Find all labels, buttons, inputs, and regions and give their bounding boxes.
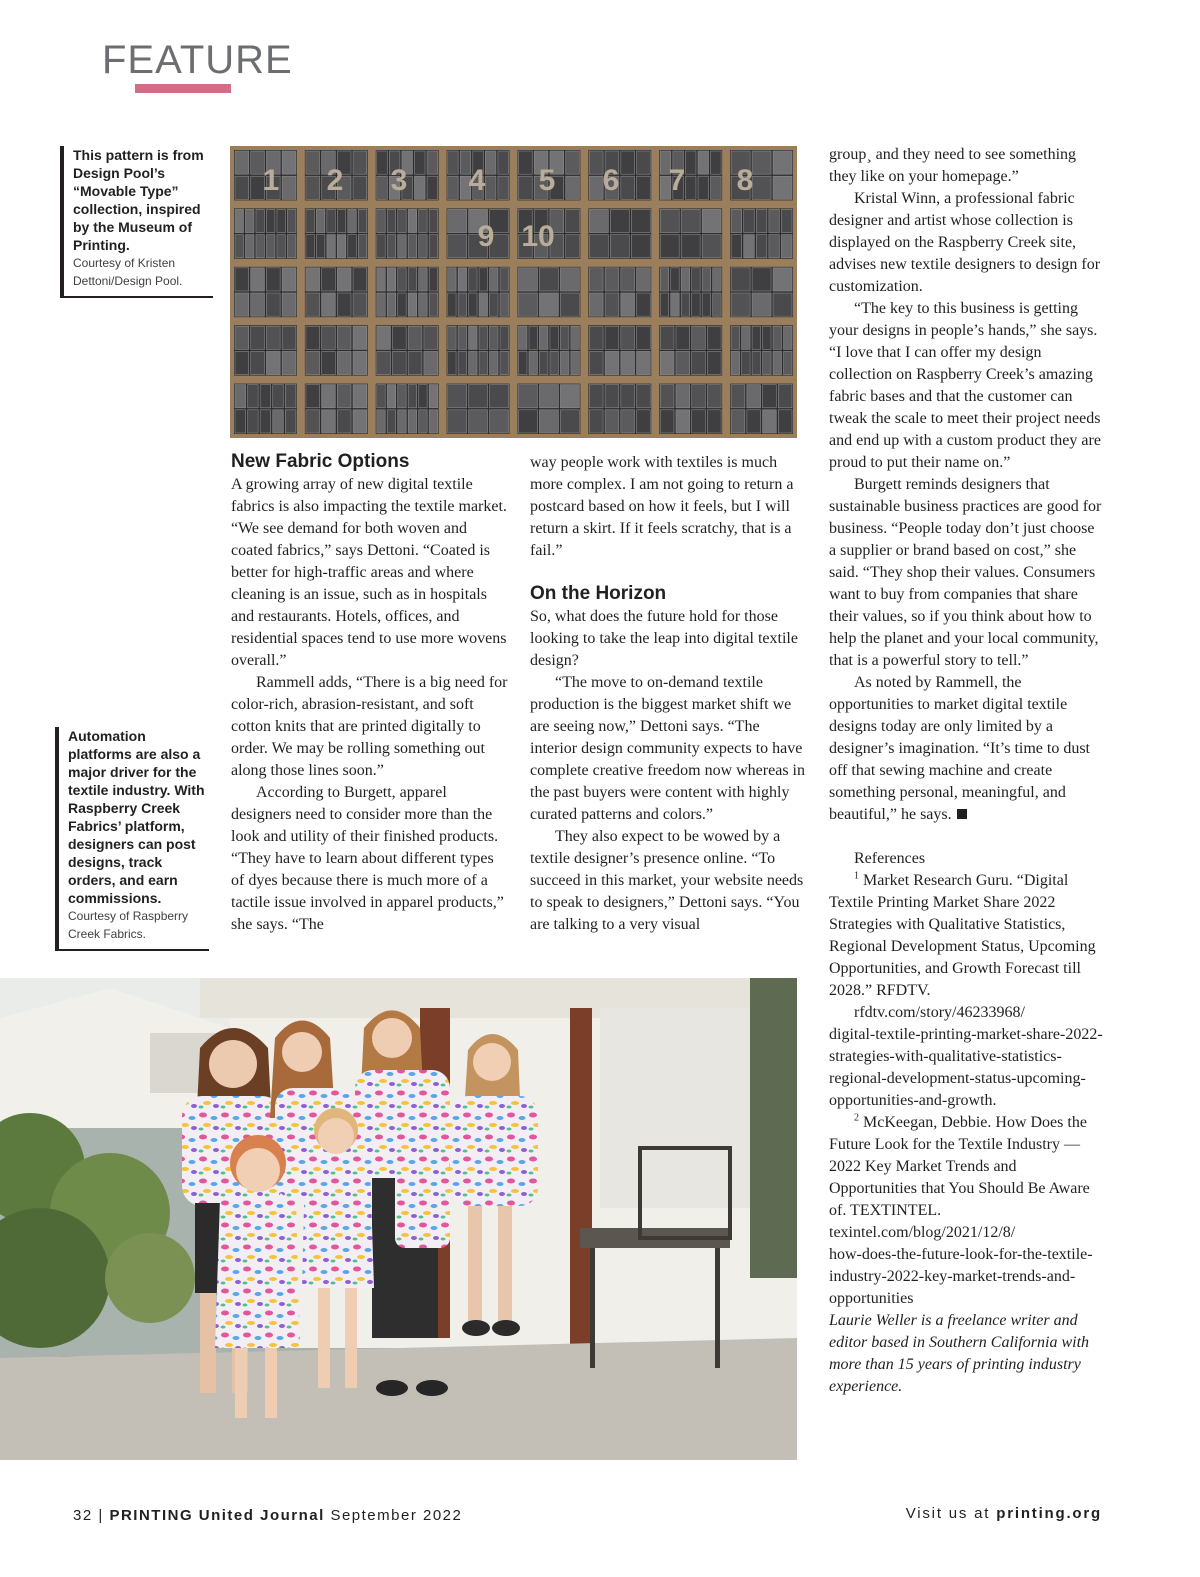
reference-item <box>829 1112 1104 1222</box>
footer-separator: | <box>98 1507 104 1524</box>
reference-url: rfdtv.com/story/46233968/ <box>854 1004 1025 1021</box>
heading-new-fabric-options: New Fabric Options <box>231 451 410 472</box>
girls-outfits-photo <box>0 978 797 1460</box>
article-column-1 <box>231 450 511 936</box>
case-number: 7 <box>668 164 686 197</box>
case-number: 2 <box>326 164 344 197</box>
reference-url: texintel.com/blog/2021/12/8/ <box>829 1224 1016 1241</box>
case-number: 8 <box>736 164 754 197</box>
case-number: 3 <box>390 164 408 197</box>
reference-url-rest: digital-textile-printing-market-share-2022-strategies-with-qualitative-statistics-regional-development-status-upcoming-opportunities-and-growth. <box>829 1026 1103 1109</box>
paragraph: way people work with textiles is much more complex. I am not going to return a postcard based on how it feels, but I will return a skirt. If it feels scratchy, that is a fail.” <box>530 454 794 559</box>
heading-on-the-horizon: On the Horizon <box>530 583 667 604</box>
paragraph: A growing array of new digital textile fabrics is also impacting the textile market. “We see demand for both woven and coated fabrics,” says Dettoni. “Coated is better for high-traffic areas and where cleaning is an issue, such as in hospitals and restaurants. Hotels, offices, and residential spaces tend to use more wovens overall.” <box>231 476 507 669</box>
reference-number: 2 <box>854 1112 859 1124</box>
photo-caption-type-case <box>60 146 213 298</box>
caption-text: Automation platforms are also a major driver for the textile industry. With Raspberry Creek Fabrics’ platform, designers can post designs, track orders, and earn commissions. <box>68 728 205 906</box>
paragraph: According to Burgett, apparel designers need to consider more than the look and utility of their finished products. “They have to learn about different types of dyes because there is much more of a tactile issue involved in apparel products,” she says. “The <box>231 784 504 933</box>
paragraph-final <box>829 672 1104 826</box>
paragraph: group¸ and they need to see something they like on your homepage.” <box>829 146 1077 185</box>
paragraph: “The move to on-demand textile production is the biggest market shift we are seeing now,” Dettoni says. “The interior design community expects to have complete creative freedom now whereas in the past buyers were content with highly curated patterns and colors.” <box>530 674 805 823</box>
paragraph: “The key to this business is getting your designs in people’s hands,” she says. “I love that I can offer my design collection on Raspberry Creek’s amazing fabric bases and that the customer can tweak the scale to meet their project needs and end up with a custom product they are proud to put their name on.” <box>829 300 1101 471</box>
footer-publication <box>73 1507 462 1524</box>
paragraph: They also expect to be wowed by a textile designer’s presence online. “To succeed in this market, your website needs to speak to designers,” Dettoni says. “You are talking to a very visual <box>530 828 804 933</box>
case-number: 6 <box>602 164 620 197</box>
article-column-3 <box>829 144 1104 1398</box>
caption-credit: Courtesy of Raspberry Creek Fabrics. <box>68 909 189 941</box>
reference-number: 1 <box>854 870 859 882</box>
page-number: 32 <box>73 1507 93 1524</box>
reference-item <box>829 870 1104 1002</box>
reference-url-rest: how-does-the-future-look-for-the-textile-industry-2022-key-market-trends-and-opportunities <box>829 1246 1093 1307</box>
caption-credit: Courtesy of Kristen Dettoni/Design Pool. <box>73 256 183 288</box>
caption-text: This pattern is from Design Pool’s “Movable Type” collection, inspired by the Museum of Printing. <box>73 147 204 253</box>
author-bio: Laurie Weller is a freelance writer and editor based in Southern California with more than 15 years of printing industry experience. <box>829 1312 1090 1395</box>
section-accent-bar <box>135 84 231 93</box>
references-title: References <box>854 850 926 867</box>
section-label: FEATURE <box>102 38 293 82</box>
reference-text: Market Research Guru. “Digital Textile Printing Market Share 2022 Strategies with Qualitative Statistics, Regional Development Status, Upcoming Opportunities, and Growth Forecast till 2028.” RFDTV. <box>829 872 1096 999</box>
photo-caption-automation <box>55 727 209 951</box>
case-number: 5 <box>538 164 556 197</box>
paragraph: Kristal Winn, a professional fabric designer and artist whose collection is displayed on the Raspberry Creek site, advises new textile designers to design for customization. <box>829 190 1101 295</box>
issue-date: September 2022 <box>330 1507 463 1524</box>
paragraph-text: As noted by Rammell, the opportunities to market digital textile designs today are only limited by a designer’s imagination. “It’s time to dust off that sewing machine and create something personal, meaningful, and beautiful,” he says. <box>829 674 1090 823</box>
case-number: 9 <box>477 220 495 253</box>
type-case-photo <box>230 146 797 438</box>
reference-text: McKeegan, Debbie. How Does the Future Look for the Textile Industry — 2022 Key Market Trends and Opportunities that You Should Be Aware of. TEXTINTEL. <box>829 1114 1090 1219</box>
case-number: 4 <box>468 164 486 197</box>
case-number: 10 <box>521 220 555 253</box>
journal-name: PRINTING United Journal <box>109 1507 325 1524</box>
website-link[interactable]: printing.org <box>996 1505 1102 1522</box>
paragraph: Rammell adds, “There is a big need for color-rich, abrasion-resistant, and soft cotton knits that are printed digitally to order. We may be rolling something out along those lines soon.” <box>231 674 508 779</box>
case-number: 1 <box>262 164 280 197</box>
visit-label: Visit us at <box>905 1505 991 1522</box>
paragraph: Burgett reminds designers that sustainable business practices are good for business. “People today don’t just choose a supplier or brand based on cost,” she said. “They shop their values. Consumers want to buy from companies that share their values, so if you think about how to help the planet and your local community, that is a powerful story to tell.” <box>829 476 1102 669</box>
footer-website <box>906 1505 1102 1522</box>
references <box>829 848 1104 1310</box>
article-column-2 <box>530 452 805 936</box>
end-mark-icon <box>957 809 967 819</box>
paragraph: So, what does the future hold for those looking to take the leap into digital textile design? <box>530 608 798 669</box>
